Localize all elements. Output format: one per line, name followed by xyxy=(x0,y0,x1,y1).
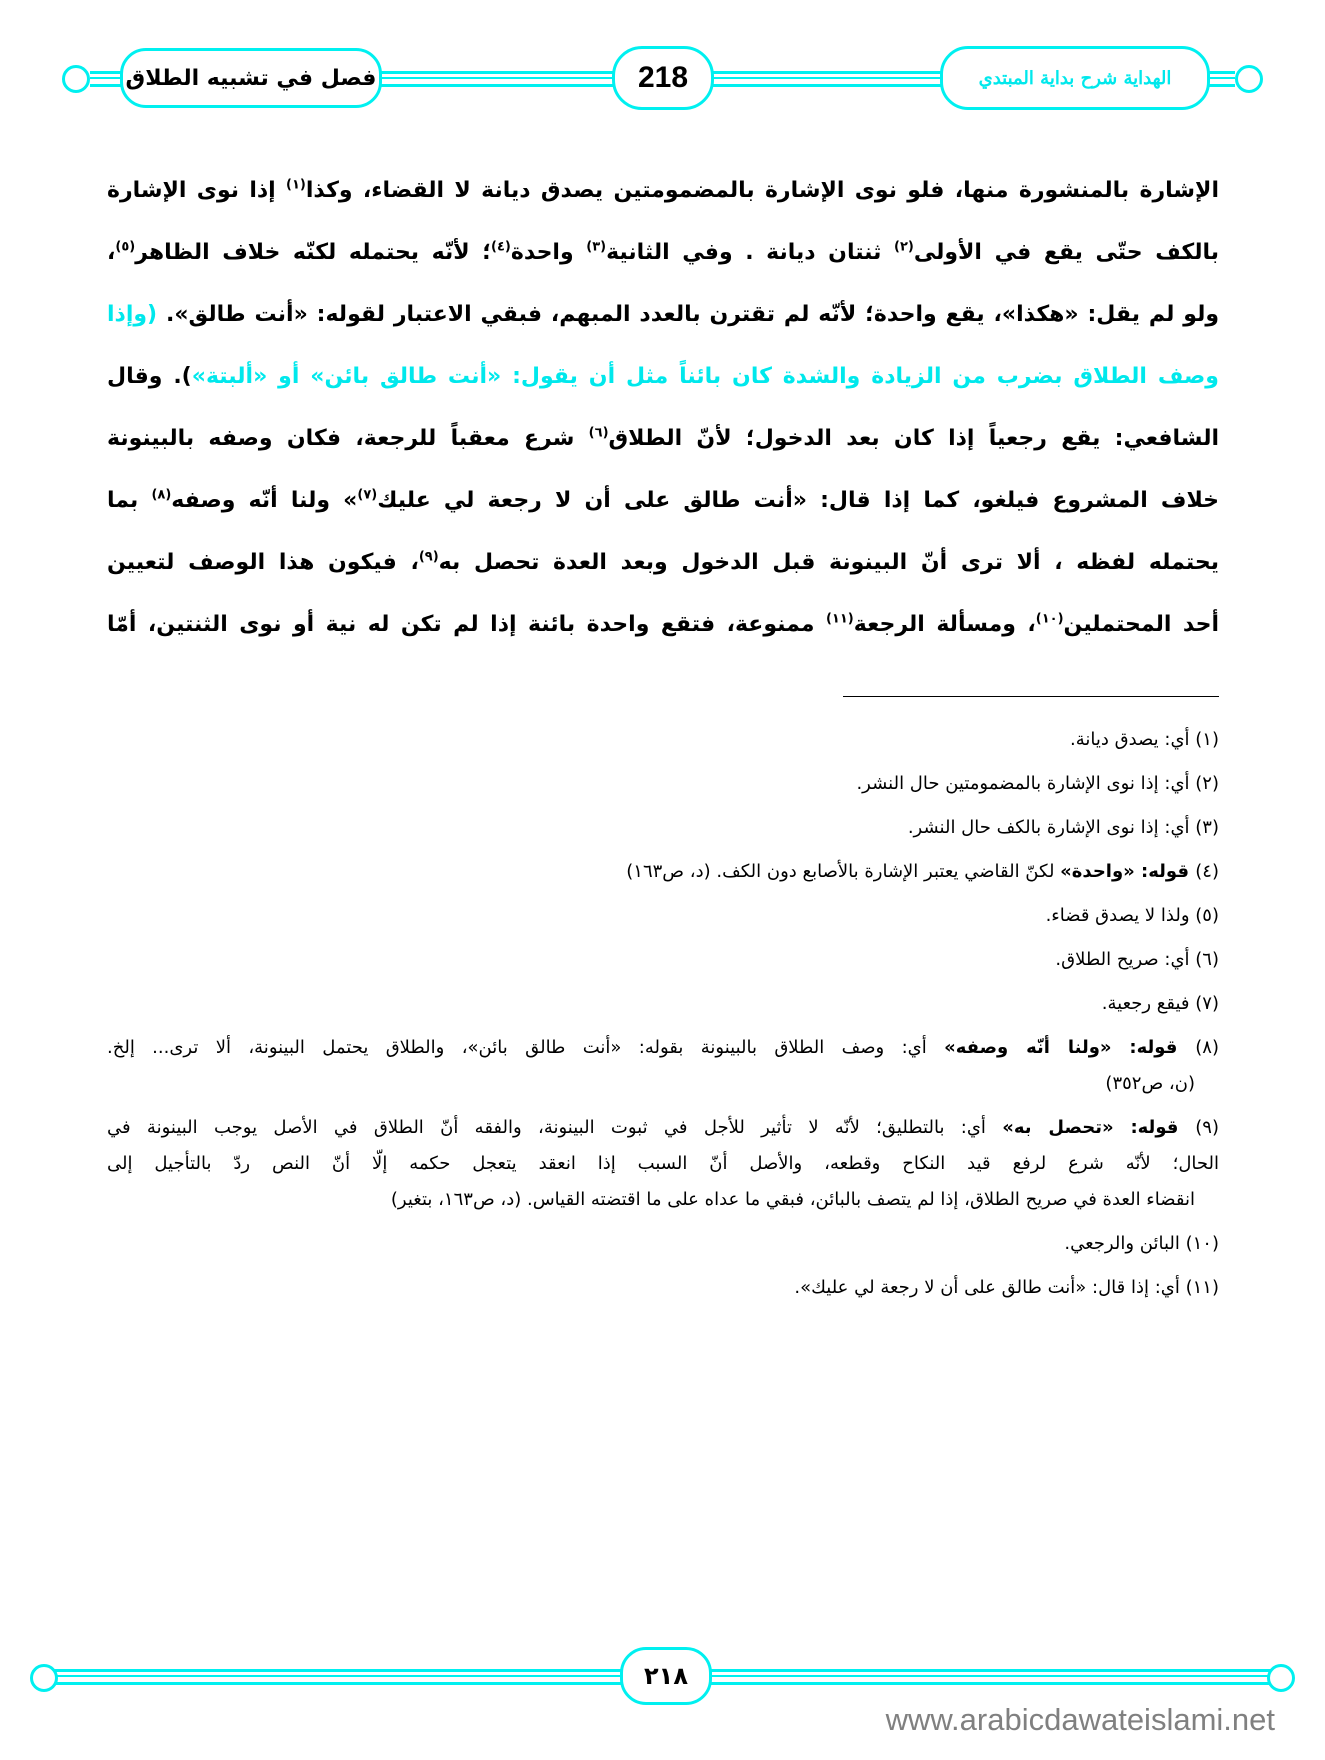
footnote: (٧) فيقع رجعية. xyxy=(1101,993,1219,1014)
footnote: (٩) قوله: «تحصل به» أي: بالتطليق؛ لأنّه لا تأثير للأجل في ثبوت البينونة، والفقه أنّ الطلاق في الأصل يوجب البينونة في xyxy=(107,1117,1219,1138)
footnote: (٣) أي: إذا نوى الإشارة بالكف حال النشر. xyxy=(907,817,1219,838)
footnote: (٨) قوله: «ولنا أنّه وصفه» أي: وصف الطلاق بالبينونة بقوله: «أنت طالق بائن»، والطلاق يحتمل البينونة، ألا ترى... إلخ. xyxy=(107,1037,1219,1058)
text-line: وصف الطلاق بضرب من الزيادة والشدة كان بائناً مثل أن يقول: «أنت طالق بائن» أو «ألبتة»). وقال xyxy=(107,364,1219,389)
footnote: (٤) قوله: «واحدة» لكنّ القاضي يعتبر الإشارة بالأصابع دون الكف. (د، ص١٦٣) xyxy=(626,861,1219,882)
ornament-icon xyxy=(30,1664,58,1692)
text-line: بالكف حتّى يقع في الأولى$^{(٢)}$ ثنتان ديانة . وفي الثانية$^{(٣)}$ واحدة$^{(٤)}$؛ لأنّه يحتمله لكنّه خلاف الظاهر$^{(٥)}$، xyxy=(107,239,1219,265)
text-line: خلاف المشروع فيلغو، كما إذا قال: «أنت طالق على أن لا رجعة لي عليك$^{(٧)}$» ولنا أنّه وصفه$^{(٨)}$ بما xyxy=(107,487,1220,513)
footnote: (٦) أي: صريح الطلاق. xyxy=(1055,949,1219,970)
text-line: الإشارة بالمنشورة منها، فلو نوى الإشارة بالمضمومتين يصدق ديانة لا القضاء، وكذا$^{(١)}$ إذا نوى الإشارة xyxy=(107,177,1219,203)
text-line: أحد المحتملين$^{(١٠)}$، ومسألة الرجعة$^{(١١)}$ ممنوعة، فتقع واحدة بائنة إذا لم تكن له نية أو نوى الثنتين، أمّا xyxy=(107,611,1219,637)
book-title-box xyxy=(940,46,1210,110)
text-line: ولو لم يقل: «هكذا»، يقع واحدة؛ لأنّه لم تقترن بالعدد المبهم، فبقي الاعتبار لقوله: «أنت طالق». (وإذا xyxy=(107,302,1219,327)
ornament-icon xyxy=(1267,1664,1295,1692)
highlighted-matn: وصف الطلاق بضرب من الزيادة والشدة كان بائناً مثل أن يقول: «أنت طالق بائن» أو «ألبتة» xyxy=(191,364,1219,389)
section-title-box xyxy=(120,48,382,108)
page-number: 218 xyxy=(637,61,689,94)
ornament-icon xyxy=(62,65,90,93)
book-title: الهداية شرح بداية المبتدي xyxy=(978,67,1172,89)
footnote: (٢) أي: إذا نوى الإشارة بالمضمومتين حال النشر. xyxy=(856,773,1219,794)
page-content xyxy=(107,160,1219,1319)
highlighted-matn: (وإذا xyxy=(107,302,158,327)
section-title: فصل في تشبيه الطلاق xyxy=(125,65,377,91)
footnote: (١٠) البائن والرجعي. xyxy=(1064,1233,1219,1254)
footnote-separator xyxy=(843,696,1219,697)
footnote: (٥) ولذا لا يصدق قضاء. xyxy=(1045,905,1219,926)
footnotes xyxy=(107,727,1219,1319)
text-line: يحتمله لفظه ، ألا ترى أنّ البينونة قبل الدخول وبعد العدة تحصل به$^{(٩)}$، فيكون هذا الوصف لتعيين xyxy=(107,549,1219,575)
watermark-url: www.arabicdawateislami.net xyxy=(885,1702,1275,1737)
page-number-box xyxy=(612,46,714,110)
footnote-continuation: انقضاء العدة في صريح الطلاق، إذا لم يتصف بالبائن، فبقي ما عداه على ما اقتضته القياس. (د، ص١٦٣، بتغير) xyxy=(390,1189,1195,1210)
text-line: الشافعي: يقع رجعياً إذا كان بعد الدخول؛ لأنّ الطلاق$^{(٦)}$ شرع معقباً للرجعة، فكان وصفه بالبينونة xyxy=(107,425,1219,451)
footnote: (١) أي: يصدق ديانة. xyxy=(1070,729,1219,750)
footer-page-number: ٢١٨ xyxy=(644,1662,688,1690)
footnote-continuation: (ن، ص٣٥٢) xyxy=(1105,1073,1195,1094)
ornament-icon xyxy=(1235,65,1263,93)
footnote-continuation: الحال؛ لأنّه شرع لرفع قيد النكاح وقطعه، والأصل أنّ السبب إذا انعقد يتعجل حكمه إلّا أنّ النص ردّ بالتأجيل إلى xyxy=(107,1153,1219,1174)
footnote: (١١) أي: إذا قال: «أنت طالق على أن لا رجعة لي عليك». xyxy=(794,1277,1219,1298)
main-text xyxy=(107,160,1219,656)
footer-page-number-box xyxy=(620,1647,712,1705)
